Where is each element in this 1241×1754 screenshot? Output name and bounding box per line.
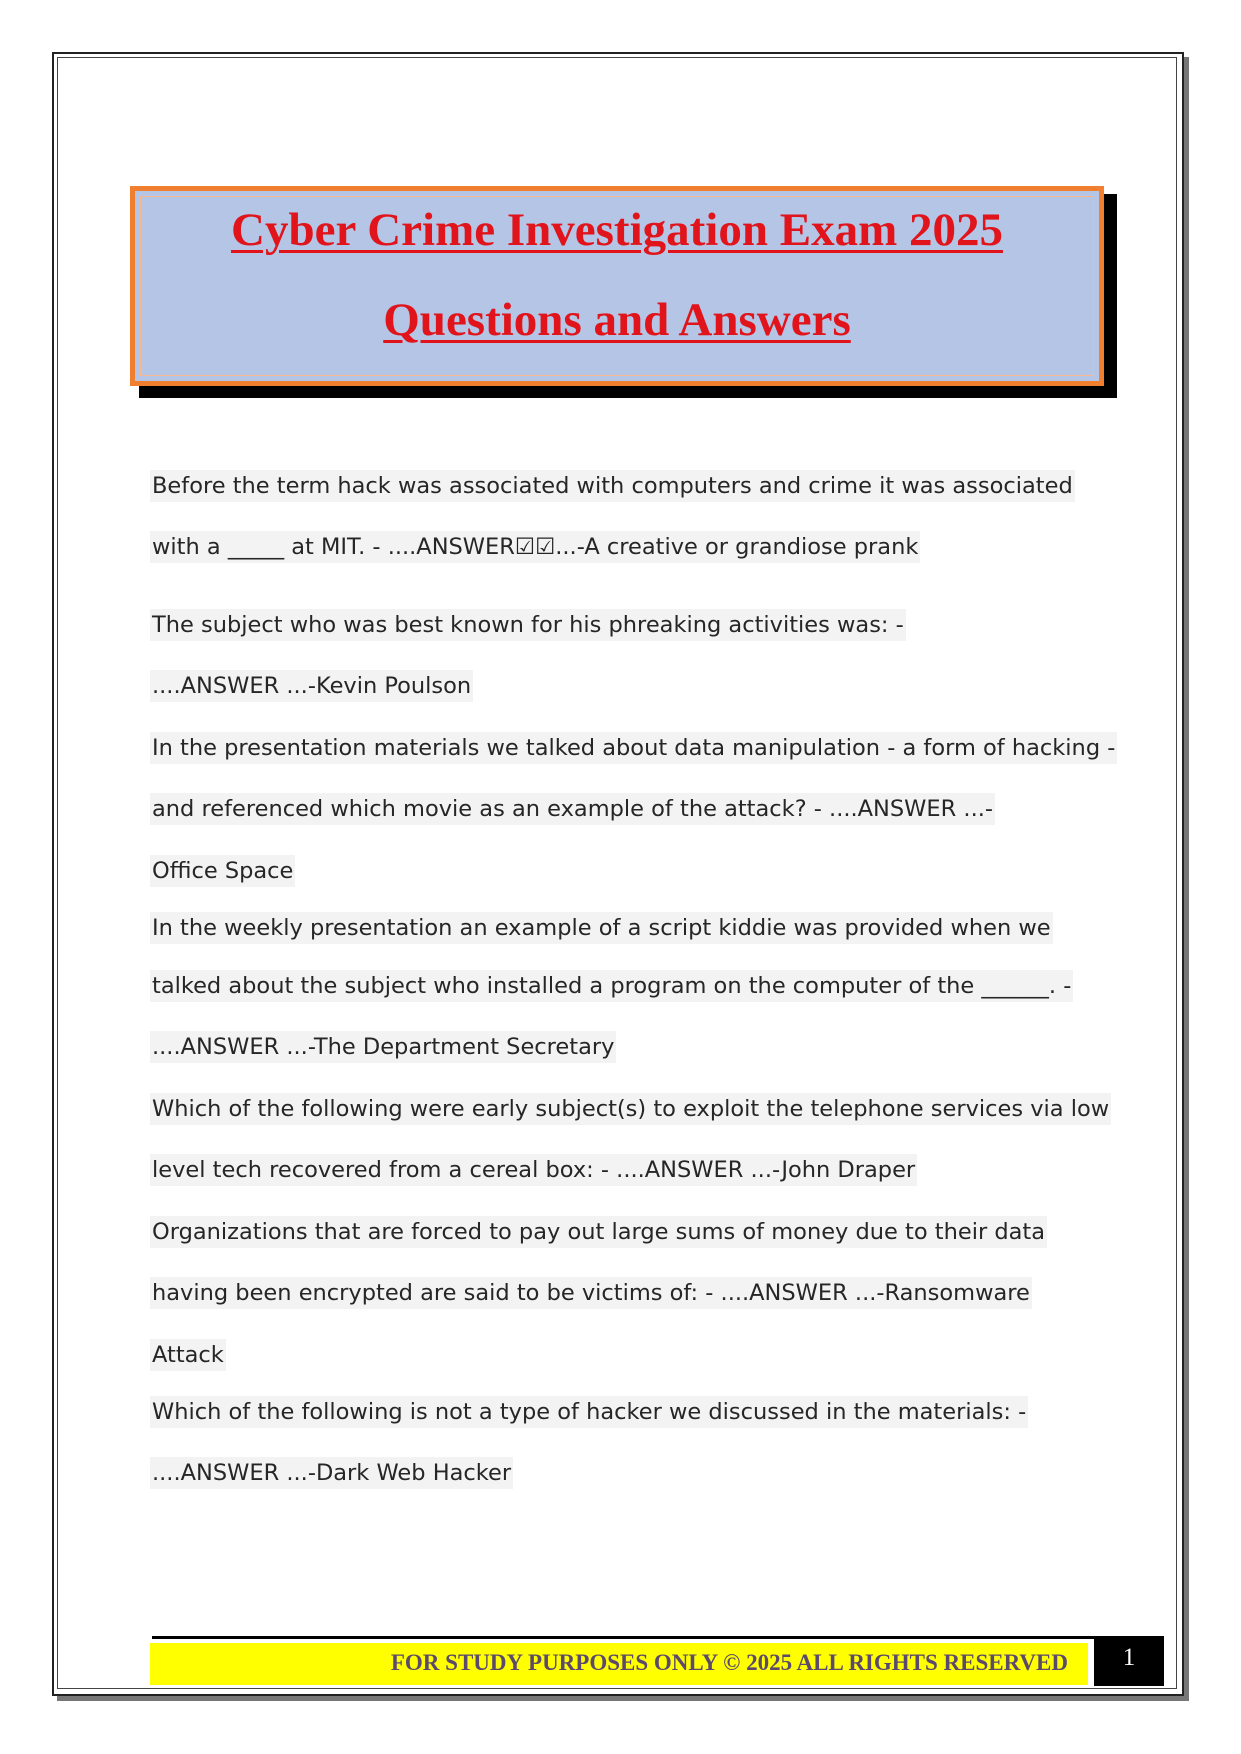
text-line [150,793,995,825]
text-line [150,470,1075,502]
text-line-content: Which of the following were early subject(s) to exploit the telephone services via low [150,1093,1111,1125]
text-line [150,1216,1047,1248]
text-line-content: Office Space [150,855,295,887]
text-line-content: Which of the following is not a type of hacker we discussed in the materials: - [150,1396,1028,1428]
text-line [150,1457,513,1489]
text-line-content: talked about the subject who installed a program on the computer of the ______. - [150,970,1073,1002]
text-line [150,1031,616,1063]
text-line [150,1339,226,1371]
text-line-content: ....ANSWER ...-Dark Web Hacker [150,1457,513,1489]
text-line [150,531,920,563]
text-line [150,670,473,702]
text-line-content: In the weekly presentation an example of a script kiddie was provided when we [150,912,1053,944]
text-line [150,1154,917,1186]
text-line-content: with a _____ at MIT. - ....ANSWER☑☑...-A creative or grandiose prank [150,531,920,563]
text-line-content: level tech recovered from a cereal box: - ....ANSWER ...-John Draper [150,1154,917,1186]
footer-divider [152,1636,1114,1639]
document-title-line-1: Cyber Crime Investigation Exam 2025 [231,204,1003,256]
page-number-box [1094,1636,1164,1686]
text-line-content: Organizations that are forced to pay out large sums of money due to their data [150,1216,1047,1248]
document-title-line-2: Questions and Answers [383,294,851,346]
text-line [150,912,1053,944]
text-line-content: ....ANSWER ...-The Department Secretary [150,1031,616,1063]
text-line [150,1396,1028,1428]
text-line-content: and referenced which movie as an example of the attack? - ....ANSWER ...- [150,793,995,825]
text-line [150,970,1073,1002]
text-line [150,1277,1032,1309]
footer-notice: FOR STUDY PURPOSES ONLY © 2025 ALL RIGHTS RESERVED [390,1650,1068,1675]
text-line [150,732,1117,764]
text-line [150,855,295,887]
title-box [130,186,1104,386]
text-line-content: In the presentation materials we talked about data manipulation - a form of hacking - [150,732,1117,764]
text-line [150,1093,1111,1125]
text-line-content: The subject who was best known for his phreaking activities was: - [150,609,906,641]
text-line-content: ....ANSWER ...-Kevin Poulson [150,670,473,702]
page-number: 1 [1122,1644,1136,1671]
text-line-content: having been encrypted are said to be victims of: - ....ANSWER ...-Ransomware [150,1277,1032,1309]
text-line [150,609,906,641]
text-line-content: Attack [150,1339,226,1371]
text-line-content: Before the term hack was associated with computers and crime it was associated [150,470,1075,502]
